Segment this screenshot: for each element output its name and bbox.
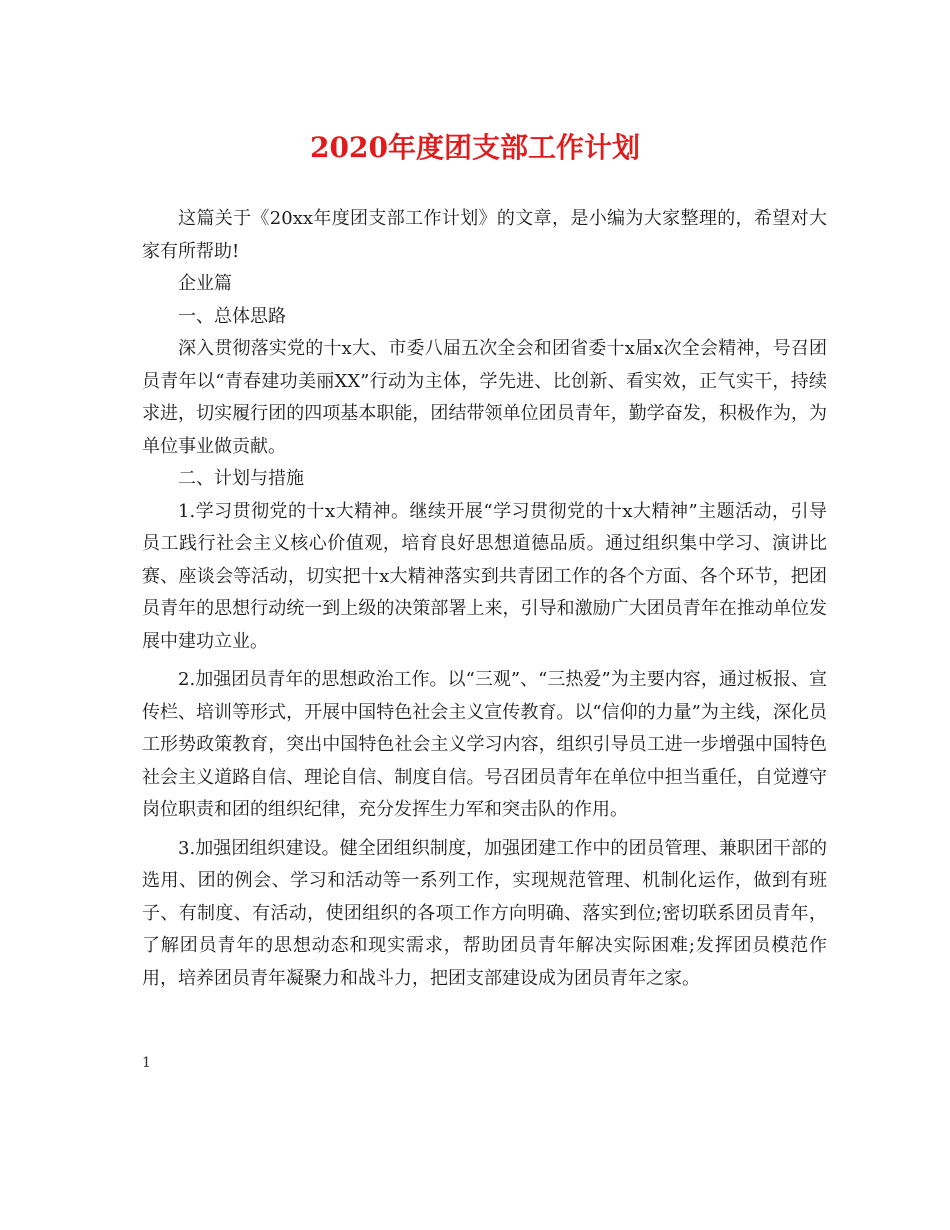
paragraph-item-3: 3.加强团组织建设。健全团组织制度，加强团建工作中的团员管理、兼职团干部的选用、团的例会、学习和活动等一系列工作，实现规范管理、机制化运作，做到有班子、有制度、有活动，使团组织的各项工作方向明确、落实到位;密切联系团员青年，了解团员青年的思想动态和现实需求，帮助团员青年解决实际困难;发挥团员模范作用，培养团员青年凝聚力和战斗力，把团支部建设成为团员青年之家。 (142, 837, 827, 989)
heading-overall-approach: 一、总体思路 (178, 305, 286, 327)
paragraph-item-2: 2.加强团员青年的思想政治工作。以“三观”、“三热爱”为主要内容，通过板报、宣传栏、培训等形式，开展中国特色社会主义宣传教育。以“信仰的力量”为主线，深化员工形势政策教育，突出中国特色社会主义学习内容，组织引导员工进一步增强中国特色社会主义道路自信、理论自信、制度自信。号召团员青年在单位中担当重任，自觉遵守岗位职责和团的组织纪律，充分发挥生力军和突击队的作用。 (142, 669, 827, 820)
heading-plans-measures: 二、计划与措施 (178, 468, 304, 489)
paragraph-item-1: 1.学习贯彻党的十x大精神。继续开展“学习贯彻党的十x大精神”主题活动，引导员工践行社会主义核心价值观，培育良好思想道德品质。通过组织集中学习、演讲比赛、座谈会等活动，切实把十x大精神落实到共青团工作的各个方面、各个环节，把团员青年的思想行动统一到上级的决策部署上来，引导和激励广大团员青年在推动单位发展中建功立业。 (142, 500, 827, 652)
document-body (142, 203, 827, 995)
paragraph-overall-approach: 深入贯彻落实党的十x大、市委八届五次全会和团省委十x届x次全会精神，号召团员青年以“青春建功美丽XX”行动为主体，学先进、比创新、看实效，正气实干，持续求进，切实履行团的四项基本职能，团结带领单位团员青年，勤学奋发，积极作为，为单位事业做贡献。 (142, 338, 827, 457)
intro-paragraph: 这篇关于《20xx年度团支部工作计划》的文章，是小编为大家整理的，希望对大家有所帮助! (142, 208, 827, 262)
section-label-enterprise: 企业篇 (178, 273, 232, 294)
document-title: 2020年度团支部工作计划 (310, 131, 640, 164)
page-number: 1 (142, 1055, 151, 1071)
